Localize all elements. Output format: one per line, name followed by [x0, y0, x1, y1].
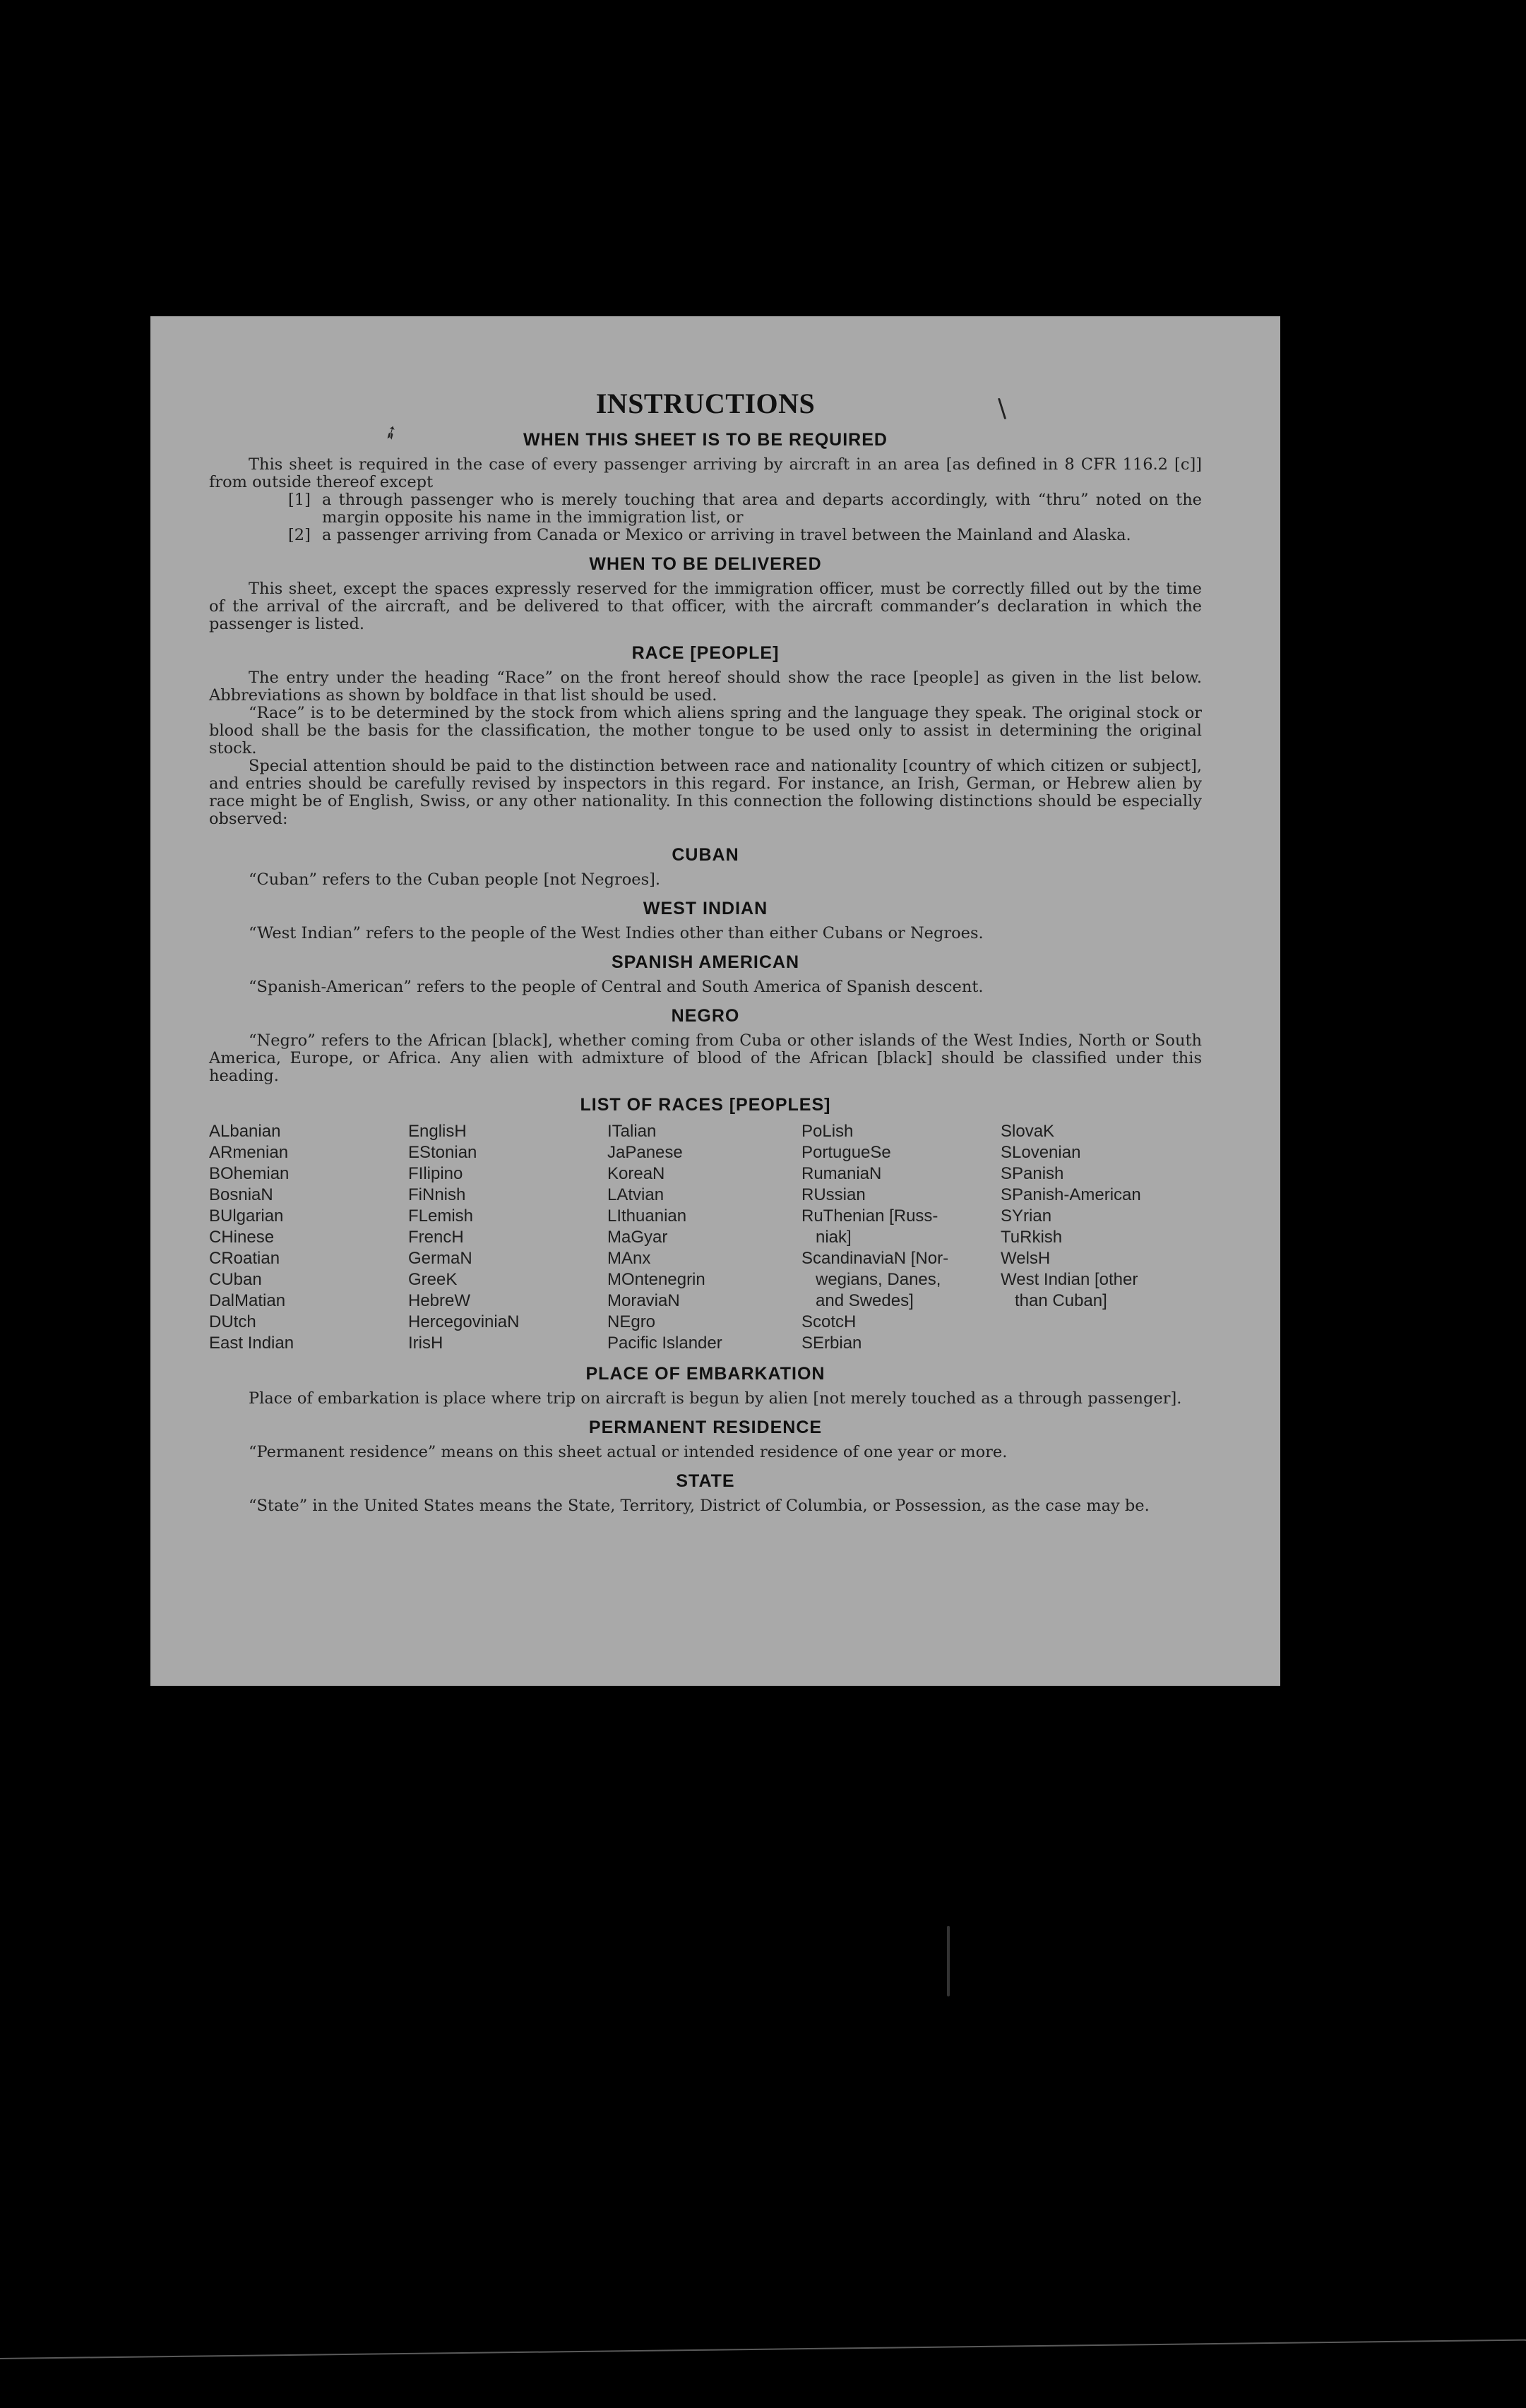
race-list-item: EnglisH	[408, 1122, 467, 1141]
required-intro: This sheet is required in the case of every passenger arriving by aircraft in an area [as defined in 8 CFR 116.2 [c]] from outside thereof except	[209, 455, 1202, 491]
race-column-5	[1001, 1121, 1202, 1354]
race-list-item: RUssian	[801, 1185, 866, 1204]
race-list-item: RumaniaN	[801, 1164, 882, 1183]
race-list-item: BosniaN	[209, 1185, 273, 1204]
race-list-item: SPanish-American	[1001, 1185, 1141, 1204]
heading-negro: NEGRO	[671, 1006, 740, 1026]
sheet-content	[209, 387, 1202, 1515]
race-list-item: RuThenian [Russ-	[801, 1206, 938, 1226]
race-list	[209, 1121, 1202, 1354]
race-list-item: KoreaN	[607, 1164, 665, 1183]
state-text: “State” in the United States means the State, Territory, District of Columbia, or Possession, as the case may be.	[249, 1497, 1150, 1515]
race-list-item: PoLish	[801, 1122, 854, 1141]
race-list-item: DalMatian	[209, 1291, 286, 1310]
paper-crease	[947, 1926, 950, 1996]
race-list-item: niak]	[801, 1228, 852, 1247]
negro-text: “Negro” refers to the African [black], whether coming from Cuba or other islands of the West Indies, North or South America, Europe, or Africa. Any alien with admixture of blood of the African [black] should be classified under this heading.	[209, 1031, 1202, 1085]
race-list-item: SErbian	[801, 1334, 862, 1353]
race-list-item: Pacific Islander	[607, 1334, 722, 1353]
background-edge-line	[0, 2340, 1526, 2359]
race-list-item: East Indian	[209, 1334, 294, 1353]
clause-text: a through passenger who is merely touching that area and departs accordingly, with “thru” noted on the margin opposite his name in the immigration list, or	[322, 491, 1202, 527]
race-list-item: West Indian [other	[1001, 1270, 1138, 1289]
heading-west-indian: WEST INDIAN	[643, 899, 768, 918]
race-paragraph-2: “Race” is to be determined by the stock from which aliens spring and the language they speak. The original stock or blood shall be the basis for the classification, the mother tongue to be used only to assist in determining the original stock.	[209, 704, 1202, 757]
race-list-item: SlovaK	[1001, 1122, 1055, 1141]
heading-race: RACE [PEOPLE]	[631, 643, 780, 663]
race-list-item: BUlgarian	[209, 1206, 284, 1226]
race-list-item: MOntenegrin	[607, 1270, 705, 1289]
page-title: INSTRUCTIONS	[595, 388, 816, 419]
race-list-item: GreeK	[408, 1270, 458, 1289]
required-clause-1	[288, 491, 1202, 527]
heading-residence: PERMANENT RESIDENCE	[588, 1418, 823, 1437]
heading-required: WHEN THIS SHEET IS TO BE REQUIRED	[523, 430, 888, 450]
race-list-item: ARmenian	[209, 1143, 289, 1162]
pen-tick-icon: \	[998, 394, 1007, 423]
race-list-item: wegians, Danes,	[801, 1270, 941, 1289]
race-list-item: CHinese	[209, 1228, 275, 1247]
race-list-item: SYrian	[1001, 1206, 1052, 1226]
race-list-item: HebreW	[408, 1291, 471, 1310]
race-list-item: FrencH	[408, 1228, 464, 1247]
west-indian-text: “West Indian” refers to the people of the West Indies other than either Cubans or Negroes.	[249, 924, 984, 942]
race-list-item: CRoatian	[209, 1249, 280, 1268]
race-list-item: ALbanian	[209, 1122, 281, 1141]
race-list-item: NEgro	[607, 1312, 656, 1331]
race-paragraph-3: Special attention should be paid to the distinction between race and nationality [country of which citizen or subject], and entries should be carefully revised by inspectors in this regard. For instance, an Irish, German, or Hebrew alien by race might be of English, Swiss, or any other nationality. In this connection the following distinctions should be especially observed:	[209, 757, 1202, 828]
race-column-1	[209, 1121, 408, 1354]
race-column-2	[408, 1121, 607, 1354]
heading-race-list: LIST OF RACES [PEOPLES]	[580, 1095, 831, 1115]
race-list-item: MAnx	[607, 1249, 651, 1268]
race-list-item: MoraviaN	[607, 1291, 680, 1310]
race-column-4	[801, 1121, 1001, 1354]
race-list-item: IrisH	[408, 1334, 443, 1353]
clause-number: [2]	[288, 526, 311, 544]
race-list-item: than Cuban]	[1001, 1291, 1107, 1310]
race-list-item: LAtvian	[607, 1185, 664, 1204]
embarkation-text: Place of embarkation is place where trip on aircraft is begun by alien [not merely touched as a through passenger].	[249, 1389, 1182, 1408]
clause-text: a passenger arriving from Canada or Mexico or arriving in travel between the Mainland and Alaska.	[322, 526, 1131, 544]
heading-state: STATE	[676, 1471, 735, 1491]
race-list-item: SPanish	[1001, 1164, 1064, 1183]
race-list-item: GermaN	[408, 1249, 472, 1268]
race-list-item: HercegoviniaN	[408, 1312, 520, 1331]
delivered-text: This sheet, except the spaces expressly reserved for the immigration officer, must be correctly filled out by the time of the arrival of the aircraft, and be delivered to that officer, with the aircraft commander’s declaration in which the passenger is listed.	[209, 580, 1202, 633]
race-list-item: DUtch	[209, 1312, 256, 1331]
residence-text: “Permanent residence” means on this sheet actual or intended residence of one year or more.	[249, 1443, 1008, 1461]
race-list-item: WelsH	[1001, 1249, 1051, 1268]
heading-embarkation: PLACE OF EMBARKATION	[585, 1364, 825, 1384]
race-list-item: ScandinaviaN [Nor-	[801, 1249, 949, 1268]
instruction-sheet	[150, 316, 1280, 1686]
race-list-item: ITalian	[607, 1122, 657, 1141]
race-list-item: EStonian	[408, 1143, 477, 1162]
race-list-item: MaGyar	[607, 1228, 668, 1247]
race-list-item: FIlipino	[408, 1164, 463, 1183]
race-list-item: PortugueSe	[801, 1143, 891, 1162]
spanish-american-text: “Spanish-American” refers to the people of Central and South America of Spanish descent.	[249, 978, 984, 996]
heading-cuban: CUBAN	[672, 845, 739, 865]
required-clause-2	[288, 527, 1202, 544]
pencil-mark-icon: ➶	[378, 419, 403, 446]
clause-number: [1]	[288, 491, 311, 509]
race-list-item: ScotcH	[801, 1312, 857, 1331]
race-list-item: and Swedes]	[801, 1291, 914, 1310]
heading-spanish-american: SPANISH AMERICAN	[611, 952, 799, 972]
race-column-3	[607, 1121, 801, 1354]
race-list-item: CUban	[209, 1270, 262, 1289]
race-list-item: BOhemian	[209, 1164, 290, 1183]
race-list-item: LIthuanian	[607, 1206, 687, 1226]
race-list-item: FiNnish	[408, 1185, 466, 1204]
race-list-item: JaPanese	[607, 1143, 683, 1162]
race-list-item: FLemish	[408, 1206, 474, 1226]
cuban-text: “Cuban” refers to the Cuban people [not Negroes].	[249, 870, 661, 889]
race-paragraph-1: The entry under the heading “Race” on the front hereof should show the race [people] as given in the list below. Abbreviations as shown by boldface in that list should be used.	[209, 669, 1202, 705]
race-list-item: TuRkish	[1001, 1228, 1063, 1247]
heading-delivered: WHEN TO BE DELIVERED	[589, 554, 822, 574]
race-list-item: SLovenian	[1001, 1143, 1081, 1162]
